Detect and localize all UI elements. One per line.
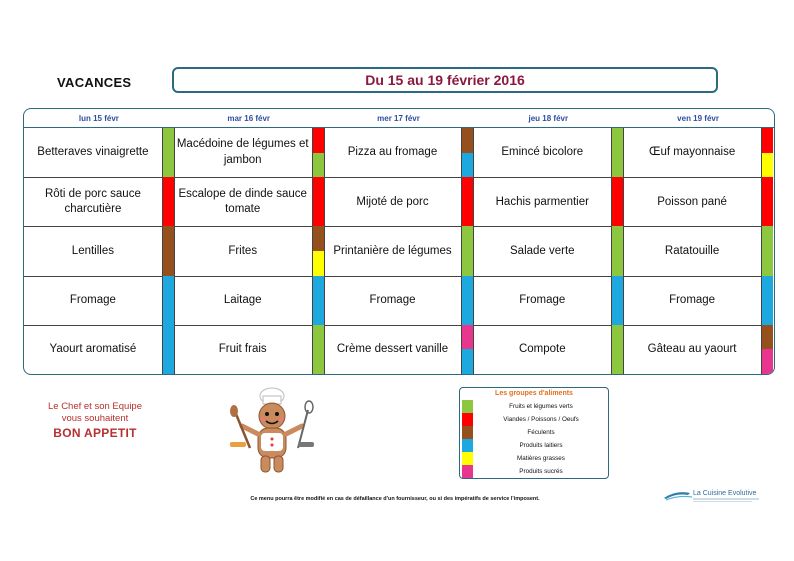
legend-label: Produits laitiers bbox=[519, 442, 563, 449]
food-group-swatch-blue bbox=[611, 276, 623, 325]
food-group-swatch-yellow bbox=[761, 153, 773, 178]
food-group-swatch-red bbox=[312, 128, 324, 153]
menu-dish: Laitage bbox=[174, 276, 312, 325]
food-groups-legend bbox=[459, 387, 609, 479]
chef-line-2: vous souhaitent bbox=[61, 413, 129, 425]
menu-dish: Emincé bicolore bbox=[501, 145, 584, 158]
swatch-divider bbox=[461, 128, 462, 374]
menu-dish: Fromage bbox=[473, 276, 611, 325]
swatch-divider bbox=[312, 128, 313, 374]
food-group-swatch-brown bbox=[312, 226, 324, 251]
food-group-swatch-blue bbox=[761, 276, 773, 325]
legend-swatch-yellow bbox=[462, 452, 473, 465]
la-cuisine-evolutive-logo bbox=[662, 484, 762, 506]
food-group-swatch-blue bbox=[461, 276, 473, 325]
food-group-swatch-green bbox=[611, 128, 623, 177]
menu-dish: Mijoté de porc bbox=[324, 177, 462, 226]
menu-title bbox=[172, 67, 718, 93]
column-divider bbox=[324, 128, 325, 374]
food-group-swatch-pink bbox=[761, 349, 773, 374]
menu-dish: Fromage bbox=[24, 276, 162, 325]
food-group-swatch-blue bbox=[461, 153, 473, 178]
food-group-swatch-blue bbox=[312, 276, 324, 325]
food-group-swatch-pink bbox=[461, 325, 473, 350]
menu-table bbox=[23, 108, 775, 375]
legend-item bbox=[460, 439, 608, 452]
food-group-swatch-red bbox=[162, 177, 174, 226]
food-group-swatch-blue bbox=[162, 276, 174, 325]
food-group-swatch-red bbox=[611, 177, 623, 226]
legend-item bbox=[460, 426, 608, 439]
legend-item bbox=[460, 400, 608, 413]
legend-label: Fruits et légumes verts bbox=[509, 403, 573, 410]
menu-dish: Yaourt aromatisé bbox=[24, 325, 162, 374]
column-divider bbox=[473, 128, 474, 374]
legend-item bbox=[460, 452, 608, 465]
menu-dish: Gâteau au yaourt bbox=[623, 325, 761, 374]
food-group-swatch-brown bbox=[162, 226, 174, 275]
food-group-swatch-yellow bbox=[312, 251, 324, 276]
day-header: jeu 18 févr bbox=[528, 114, 569, 123]
food-group-swatch-red bbox=[461, 177, 473, 226]
menu-dish: Hachis parmentier bbox=[473, 177, 611, 226]
chef-line-1: Le Chef et son Equipe bbox=[47, 401, 142, 412]
food-group-swatch-green bbox=[761, 226, 773, 275]
svg-text:La Cuisine Evolutive: La Cuisine Evolutive bbox=[693, 490, 757, 497]
menu-dish: Compote bbox=[473, 325, 611, 374]
food-group-swatch-green bbox=[162, 128, 174, 177]
legend-label: Viandes / Poissons / Oeufs bbox=[503, 416, 579, 423]
legend-title: Les groupes d'aliments bbox=[495, 390, 573, 397]
menu-title-text: Du 15 au 19 février 2016 bbox=[365, 72, 525, 88]
menu-dish: Printanière de légumes bbox=[324, 226, 462, 275]
menu-dish: Œuf mayonnaise bbox=[648, 145, 736, 158]
menu-dish: Escalope de dinde sauce tomate bbox=[174, 177, 312, 226]
swatch-divider bbox=[162, 128, 163, 374]
food-group-swatch-brown bbox=[761, 325, 773, 350]
day-header: mer 17 févr bbox=[377, 114, 420, 123]
menu-dish: Crème dessert vanille bbox=[324, 325, 462, 374]
food-group-swatch-green bbox=[611, 226, 623, 275]
day-header: mar 16 févr bbox=[227, 114, 271, 123]
legend-swatch-blue bbox=[462, 439, 473, 452]
food-group-swatch-green bbox=[461, 226, 473, 275]
chef-mascot-illustration bbox=[228, 386, 318, 482]
column-divider bbox=[174, 128, 175, 374]
food-group-swatch-red bbox=[761, 177, 773, 226]
swatch-divider bbox=[611, 128, 612, 374]
menu-dish: Betteraves vinaigrette bbox=[37, 145, 149, 158]
legend-label: Matières grasses bbox=[517, 455, 565, 462]
menu-dish: Lentilles bbox=[24, 226, 162, 275]
food-group-swatch-blue bbox=[162, 325, 174, 374]
food-group-swatch-green bbox=[611, 325, 623, 374]
food-group-swatch-red bbox=[761, 128, 773, 153]
column-divider bbox=[623, 128, 624, 374]
menu-dish: Rôti de porc sauce charcutière bbox=[24, 177, 162, 226]
food-group-swatch-red bbox=[312, 177, 324, 226]
legend-swatch-pink bbox=[462, 465, 473, 478]
menu-dish: Fruit frais bbox=[174, 325, 312, 374]
menu-dish: Ratatouille bbox=[623, 226, 761, 275]
chef-message bbox=[30, 401, 160, 441]
day-header-row bbox=[24, 109, 774, 128]
swatch-divider bbox=[761, 128, 762, 374]
legend-swatch-red bbox=[462, 413, 473, 426]
menu-dish: Poisson pané bbox=[623, 177, 761, 226]
food-group-swatch-green bbox=[312, 325, 324, 374]
legend-swatch-green bbox=[462, 400, 473, 413]
vacances-label: VACANCES bbox=[57, 75, 132, 90]
disclaimer: Ce menu pourra être modifié en cas de défaillance d'un fournisseur, ou si des impératifs de service l'imposent. bbox=[250, 496, 540, 502]
menu-dish: Salade verte bbox=[473, 226, 611, 275]
legend-item bbox=[460, 465, 608, 478]
day-header: lun 15 févr bbox=[78, 114, 119, 123]
menu-dish: Pizza au fromage bbox=[347, 145, 438, 158]
food-group-swatch-brown bbox=[461, 128, 473, 153]
legend-label: Produits sucrés bbox=[519, 468, 563, 475]
food-group-swatch-blue bbox=[461, 349, 473, 374]
legend-item bbox=[460, 413, 608, 426]
menu-dish: Macédoine de légumes et jambon bbox=[176, 138, 309, 166]
legend-swatch-brown bbox=[462, 426, 473, 439]
menu-dish: Fromage bbox=[324, 276, 462, 325]
legend-label: Féculents bbox=[527, 429, 555, 436]
chef-line-3: BON APPETIT bbox=[53, 425, 137, 440]
menu-dish: Fromage bbox=[623, 276, 761, 325]
food-group-swatch-green bbox=[312, 153, 324, 178]
menu-dish: Frites bbox=[174, 226, 312, 275]
day-header: ven 19 févr bbox=[677, 114, 719, 123]
